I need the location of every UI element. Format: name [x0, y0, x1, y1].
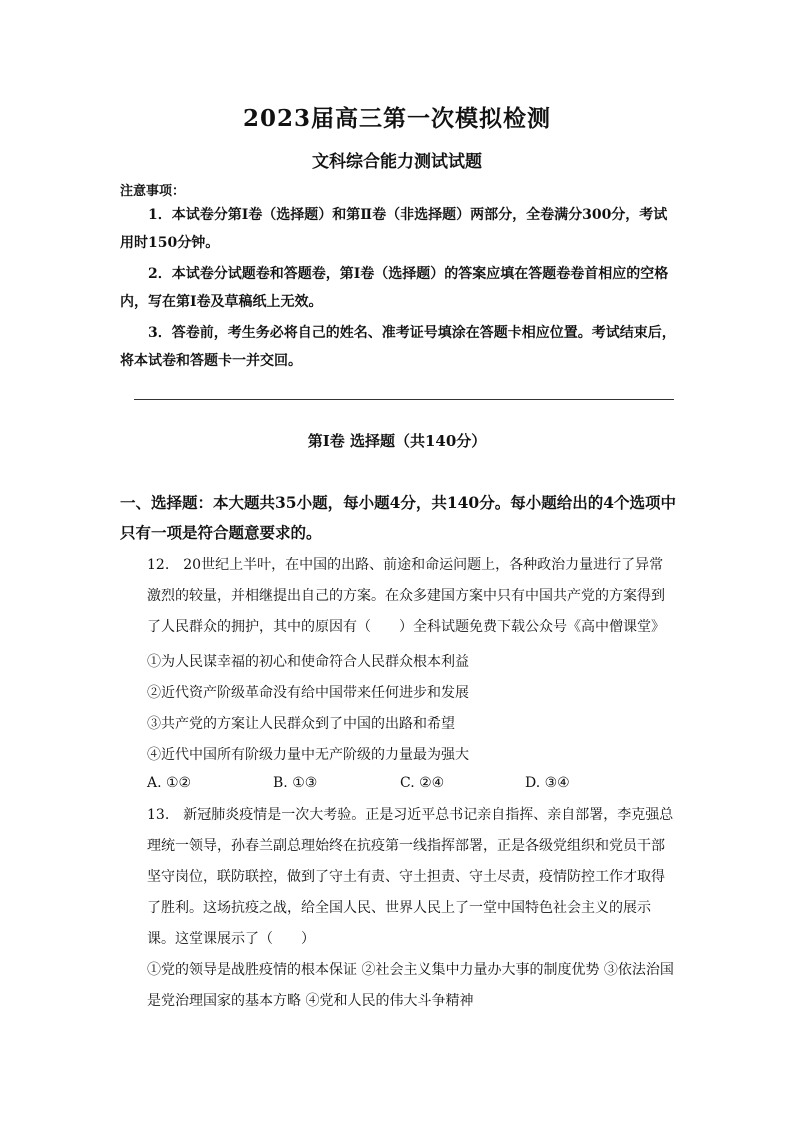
section-title: 第Ⅰ卷 选择题（共140分） — [307, 432, 487, 450]
notice-item-1: 1．本试卷分第Ⅰ卷（选择题）和第Ⅱ卷（非选择题）两部分，全卷满分300分，考试用时150分钟。 — [120, 207, 668, 251]
question-12-option-b: B. ①③ — [273, 775, 318, 791]
question-12-statement-3: ③共产党的方案让人民群众到了中国的出路和希望 — [147, 716, 455, 732]
question-13-stem: 13. 新冠肺炎疫情是一次大考验。正是习近平总书记亲自指挥、亲自部署，李克强总理统一领导，孙春兰副总理始终在抗疫第一线指挥部署，正是各级党组织和党员干部坚守岗位，联防联控，做到了守土有责、守土担责、守土尽责，疫情防控工作才取得了胜利。这场抗疫之战，给全国人民、世界人民上了一堂中国特色社会主义的展示课。这堂课展示了（ ） — [147, 807, 674, 947]
divider-line — [134, 399, 674, 400]
question-13-statements: ①党的领导是战胜疫情的根本保证 ②社会主义集中力量办大事的制度优势 ③依法治国是党治理国家的基本方略 ④党和人民的伟大斗争精神 — [147, 962, 674, 1009]
question-12-option-a: A. ①② — [147, 775, 192, 791]
question-12-statement-2: ②近代资产阶级革命没有给中国带来任何进步和发展 — [147, 685, 469, 701]
exam-subtitle: 文科综合能力测试试题 — [312, 152, 482, 172]
question-12-option-c: C. ②④ — [400, 775, 445, 791]
notice-item-2: 2．本试卷分试题卷和答题卷，第Ⅰ卷（选择题）的答案应填在答题卷卷首相应的空格内，写在第Ⅰ卷及草稿纸上无效。 — [120, 266, 669, 310]
question-12-option-d: D. ③④ — [525, 775, 570, 791]
notice-heading: 注意事项： — [120, 184, 186, 199]
exam-title: 2023届高三第一次模拟检测 — [242, 105, 551, 132]
notice-item-3: 3．答卷前，考生务必将自己的姓名、准考证号填涂在答题卡相应位置。考试结束后，将本试卷和答题卡一并交回。 — [120, 325, 676, 369]
part-heading: 一、选择题：本大题共35小题，每小题4分，共140分。每小题给出的4个选项中只有一项是符合题意要求的。 — [120, 493, 676, 542]
question-12-statement-4: ④近代中国所有阶级力量中无产阶级的力量最为强大 — [147, 747, 469, 763]
question-12-statement-1: ①为人民谋幸福的初心和使命符合人民群众根本利益 — [147, 654, 469, 670]
question-12-stem: 12. 20世纪上半叶，在中国的出路、前途和命运问题上，各种政治力量进行了异常激烈的较量，并相继提出自己的方案。在众多建国方案中只有中国共产党的方案得到了人民群众的拥护，其中的原因有（ ）全科试题免费下载公众号《高中僧课堂》 — [147, 557, 665, 635]
